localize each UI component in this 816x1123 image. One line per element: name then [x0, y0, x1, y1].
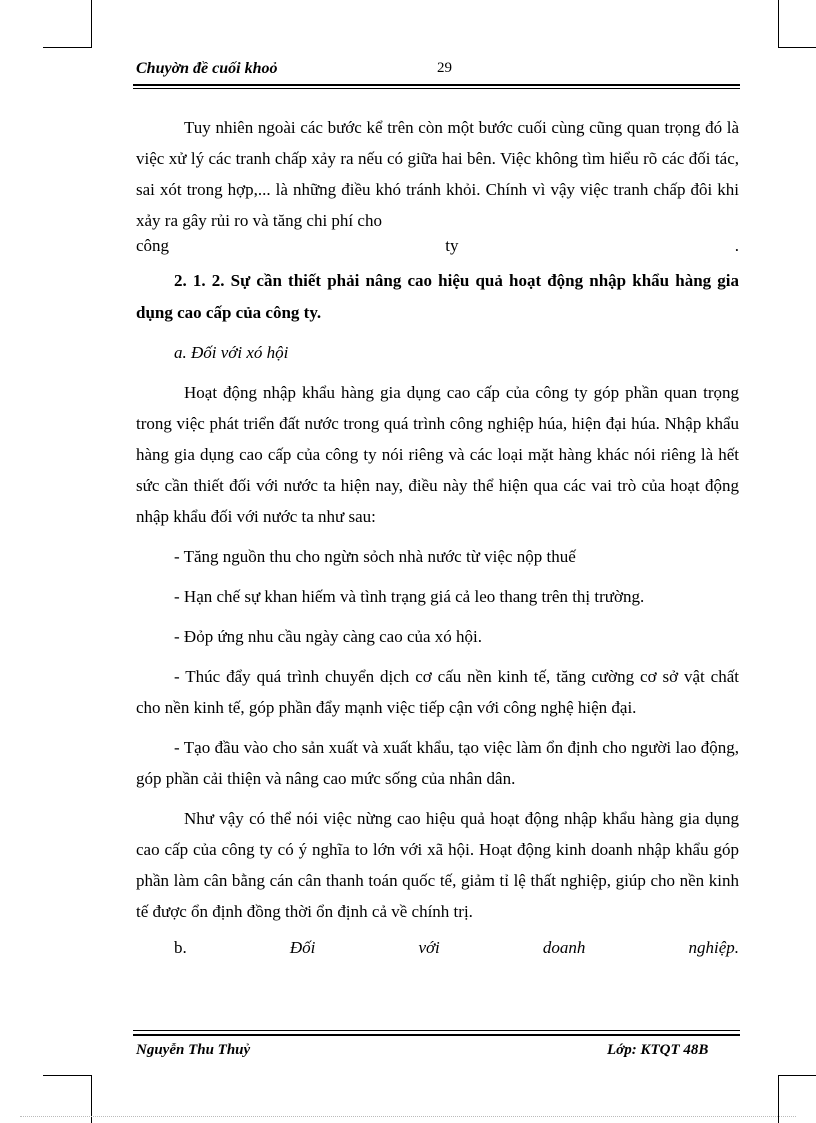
page-number: 29	[437, 60, 452, 76]
header-divider	[133, 88, 740, 89]
word: b.	[174, 938, 187, 957]
subheading-a: a. Đối với xó hội	[174, 343, 289, 362]
footer-author: Nguyễn Thu Thuỷ	[136, 1042, 251, 1058]
section-heading: 2. 1. 2. Sự cần thiết phải nâng cao hiệu quả hoạt động nhập khẩu hàng gia dụng cao cấp của công ty.	[136, 271, 739, 322]
footer-divider	[133, 1034, 740, 1036]
paragraph: Tuy nhiên ngoài các bước kể trên còn một bước cuối cùng cũng quan trọng đó là việc xử lý các tranh chấp xảy ra nếu có giữa hai bên. Việc không tìm hiểu rõ các đối tác, sai xót trong hợp,... là những điều khó tránh khỏi. Chính vì vậy việc tranh chấp đôi khi xảy ra gây rủi ro và tăng chi phí cho	[136, 118, 739, 230]
header-title: Chuyờn đề cuối khoỏ	[136, 60, 278, 77]
crop-mark	[43, 1075, 91, 1076]
crop-mark	[778, 1075, 816, 1076]
footer-class: Lớp: KTQT 48B	[607, 1042, 709, 1058]
bullet-item: - Đỏp ứng nhu cầu ngày càng cao của xó hội.	[174, 627, 483, 646]
crop-mark	[778, 0, 779, 48]
bullet-item: - Thúc đẩy quá trình chuyển dịch cơ cấu nền kinh tế, tăng cường cơ sở vật chất cho nền kinh tế, góp phần đẩy mạnh việc tiếp cận với công nghệ hiện đại.	[136, 667, 739, 717]
crop-mark	[91, 0, 92, 48]
word: doanh	[542, 938, 586, 957]
paragraph: Hoạt động nhập khẩu hàng gia dụng cao cấp của công ty góp phần quan trọng trong việc phát triển đất nước trong quá trình công nghiệp húa, hiện đại húa. Nhập khẩu hàng gia dụng cao cấp của công ty nói riêng và các loại mặt hàng khác nói riêng là hết sức cần thiết đối với nước ta hiện nay, điều này thể hiện qua các vai trò của hoạt động nhập khẩu đối với nước ta như sau:	[136, 383, 739, 526]
word: với	[418, 938, 440, 957]
crop-mark	[43, 47, 91, 48]
word: công	[136, 236, 170, 255]
footer-divider	[133, 1030, 740, 1031]
word: .	[734, 236, 739, 255]
subheading-b	[136, 938, 739, 958]
header-divider	[133, 84, 740, 86]
word: Đối	[289, 938, 316, 957]
bullet-item: - Hạn chế sự khan hiếm và tình trạng giá cả leo thang trên thị trường.	[174, 587, 645, 606]
crop-mark	[778, 47, 816, 48]
word: nghiệp.	[688, 938, 739, 957]
word: ty	[445, 236, 459, 255]
page-bottom-border	[20, 1116, 796, 1117]
bullet-item: - Tăng nguồn thu cho ngừn sỏch nhà nước từ việc nộp thuế	[174, 547, 576, 566]
paragraph: Như vậy có thể nói việc nừng cao hiệu quả hoạt động nhập khẩu hàng gia dụng cao cấp của công ty có ý nghĩa to lớn với xã hội. Hoạt động kinh doanh nhập khẩu góp phần làm cân bằng cán cân thanh toán quốc tế, giảm tỉ lệ thất nghiệp, giúp cho nền kinh tế được ổn định đồng thời ổn định cả về chính trị.	[136, 809, 739, 921]
bullet-item: - Tạo đầu vào cho sản xuất và xuất khẩu, tạo việc làm ổn định cho người lao động, góp phần cải thiện và nâng cao mức sống của nhân dân.	[136, 738, 739, 788]
page-body	[136, 112, 739, 958]
paragraph-last-line	[136, 236, 739, 256]
